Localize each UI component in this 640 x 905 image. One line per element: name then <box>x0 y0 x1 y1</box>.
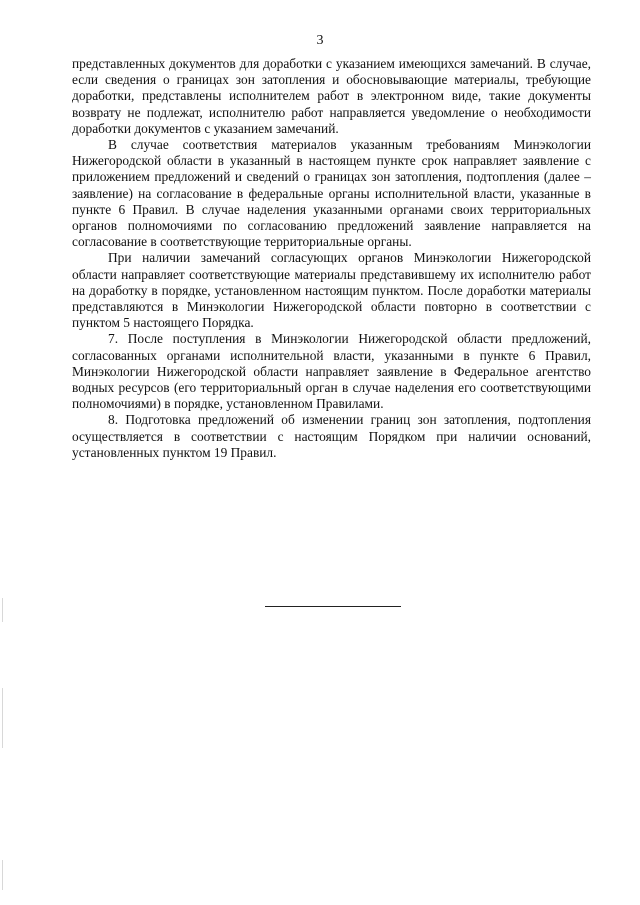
scan-edge-mark <box>2 688 3 748</box>
page-number: 3 <box>316 33 324 48</box>
document-body <box>72 56 591 461</box>
paragraph-continuation: представленных документов для доработки с указанием имеющихся замечаний. В случае, если сведения о границах зон затопления и обосновывающие материалы, требующие доработки, представлены исполнителем работ в электронном виде, такие документы возврату не подлежат, исполнителю работ направляется уведомление о необходимости доработки документов с указанием замечаний. <box>72 56 591 136</box>
paragraph-item-8: 8. Подготовка предложений об изменении границ зон затопления, подтопления осуществляется в соответствии с настоящим Порядком при наличии оснований, установленных пунктом 19 Правил. <box>72 412 591 460</box>
end-separator-line <box>265 606 401 607</box>
paragraph-remarks: При наличии замечаний согласующих органов Минэкологии Нижегородской области направляет соответствующие материалы представившему их исполнителю работ на доработку в порядке, установленном настоящим пунктом. После доработки материалы представляются в Минэкологии Нижегородской области повторно в соответствии с пунктом 5 настоящего Порядка. <box>72 250 591 331</box>
scan-edge-mark <box>2 860 3 890</box>
paragraph-compliance: В случае соответствия материалов указанным требованиям Минэкологии Нижегородской области в указанный в настоящем пункте срок направляет заявление с приложением предложений и сведений о границах зон затопления, подтопления (далее – заявление) на согласование в федеральные органы исполнительной власти, указанные в пункте 6 Правил. В случае наделения указанными органами своих территориальных органов полномочиями по согласованию предложений заявление направляется на согласование в соответствующие территориальные органы. <box>72 137 591 250</box>
paragraph-item-7: 7. После поступления в Минэкологии Нижегородской области предложений, согласованных органами исполнительной власти, указанными в пункте 6 Правил, Минэкологии Нижегородской области направляет заявление в Федеральное агентство водных ресурсов (его территориальный орган в случае наделения его соответствующими полномочиями) в порядке, установленном Правилами. <box>72 331 591 412</box>
scan-edge-mark <box>2 598 3 622</box>
